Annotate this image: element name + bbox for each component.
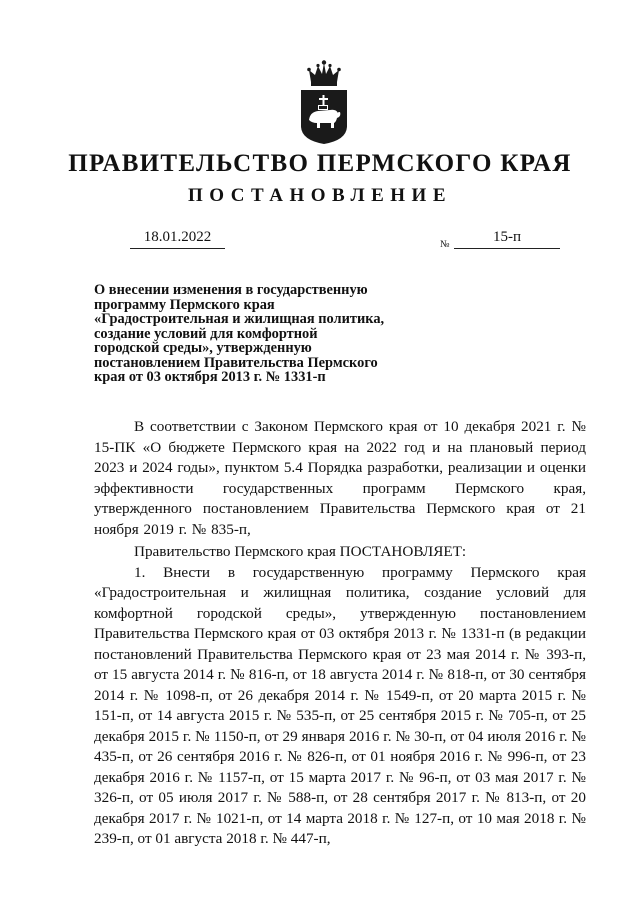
document-number: 15-п — [454, 229, 560, 249]
resolution-paragraph: Правительство Пермского края ПОСТАНОВЛЯЕТ: — [134, 543, 467, 560]
number-sign: № — [440, 239, 450, 250]
subject-line: постановлением Правительства Пермского — [94, 354, 378, 371]
document-subject — [94, 283, 404, 385]
subject-line: «Градостроительная и жилищная политика, — [94, 311, 385, 327]
preamble-paragraph: В соответствии с Законом Пермского края от 10 декабря 2021 г. № 15-ПК «О бюджете Пермского края на 2022 год и на плановый период 2023 и 2024 годы», пунктом 5.4 Порядка разработки, реализации и оценки эффективности государственных программ Пермского края, утвержденного постановлением Правительства Пермского края от 21 ноября 2019 г. № 835-п, — [94, 418, 586, 538]
coat-of-arms-icon — [296, 60, 352, 146]
government-title: ПРАВИТЕЛЬСТВО ПЕРМСКОГО КРАЯ — [68, 150, 572, 177]
subject-line: О внесении изменения в государственную — [94, 282, 368, 298]
document-body — [94, 417, 586, 850]
item-1-paragraph: 1. Внести в государственную программу Пермского края «Градостроительная и жилищная политика, создание условий для комфортной городской среды», утвержденную постановлением Правительства Пермского края от 03 октября 2013 г. № 1331-п (в редакции постановлений Правительства Пермского края от 23 мая 2014 г. № 393-п, от 15 августа 2014 г. № 816-п, от 18 августа 2014 г. № 818-п, от 30 сентября 2014 г. № 1098-п, от 26 декабря 2014 г. № 1549-п, от 20 марта 2015 г. № 151-п, от 14 августа 2015 г. № 535-п, от 25 сентября 2015 г. № 705-п, от 25 декабря 2015 г. № 1150-п, от 29 января 2016 г. № 30-п, от 04 июля 2016 г. № 435-п, от 26 сентября 2016 г. № 826-п, от 01 ноября 2016 г. № 996-п, от 23 декабря 2016 г. № 1157-п, от 15 марта 2017 г. № 96-п, от 03 мая 2017 г. № 326-п, от 05 июля 2017 г. № 588-п, от 28 сентября 2017 г. № 813-п, от 20 декабря 2017 г. № 1021-п, от 14 марта 2018 г. № 127-п, от 10 мая 2018 г. № 239-п, от 01 августа 2018 г. № 447-п, — [94, 563, 586, 847]
document-date: 18.01.2022 — [130, 229, 225, 249]
subject-line: программу Пермского края — [94, 296, 275, 313]
subject-line: городской среды», утвержденную — [94, 340, 312, 356]
subject-line: создание условий для комфортной — [94, 325, 318, 342]
document-type: ПОСТАНОВЛЕНИЕ — [187, 185, 453, 206]
subject-line: края от 03 октября 2013 г. № 1331-п — [94, 369, 326, 385]
